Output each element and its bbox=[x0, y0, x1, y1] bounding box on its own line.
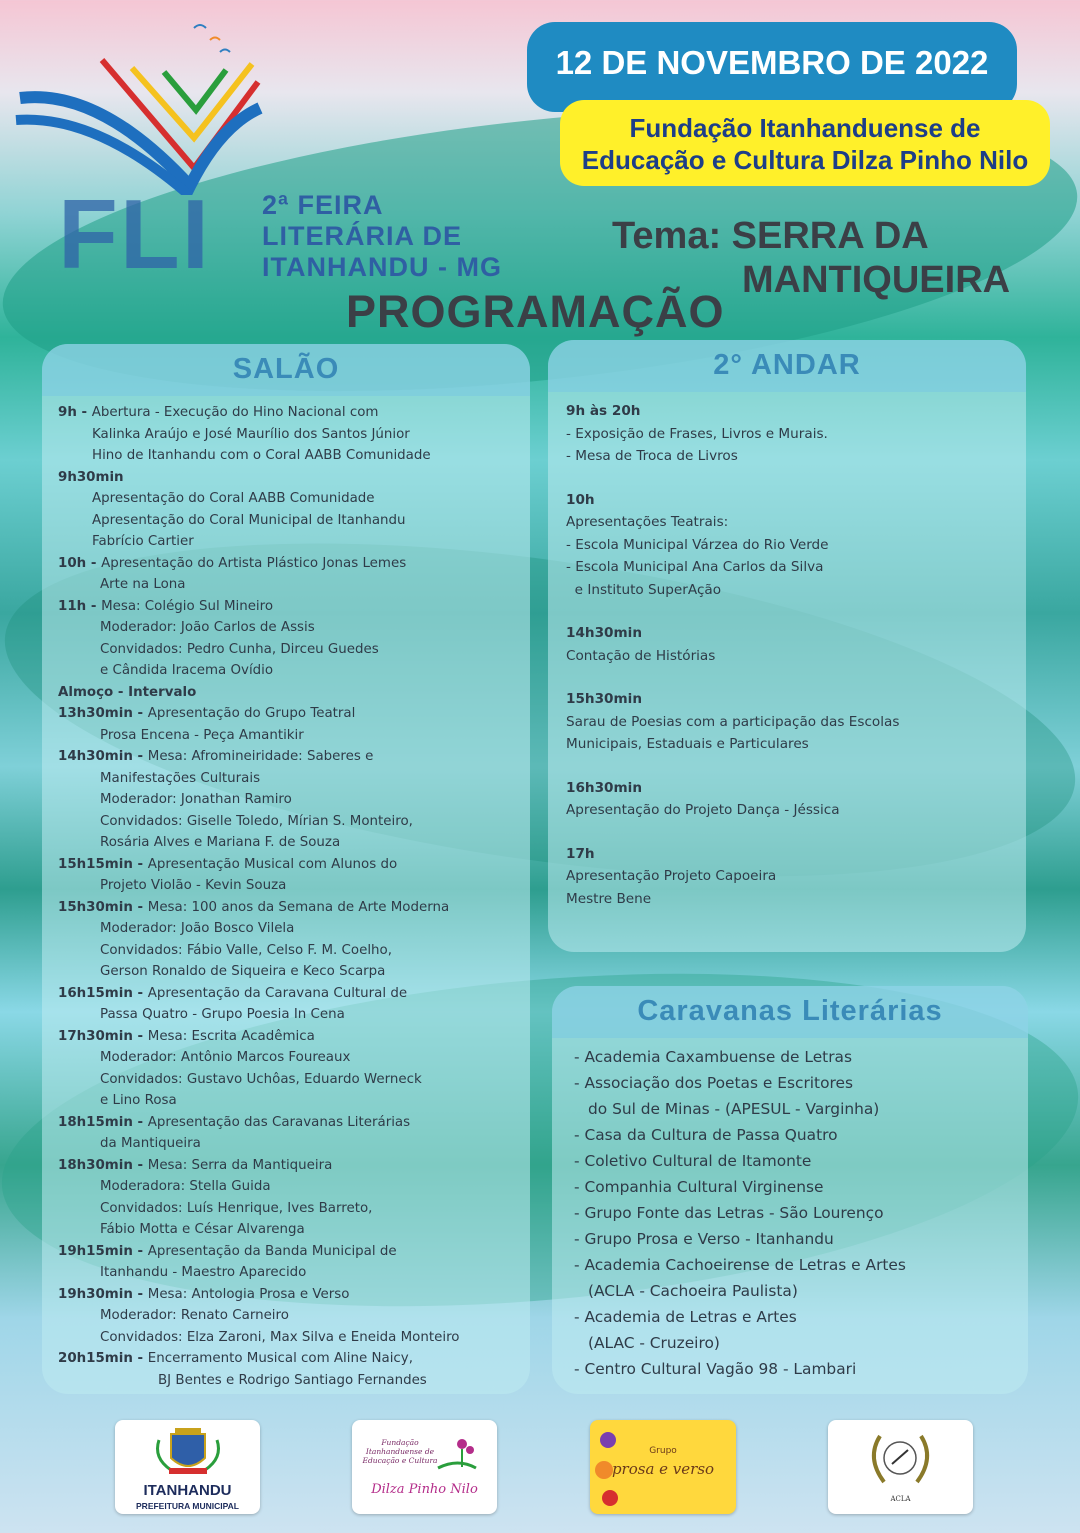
salao-line bbox=[58, 1112, 528, 1134]
salao-line bbox=[58, 596, 528, 618]
event-description: Convidados: Giselle Toledo, Mírian S. Monteiro, bbox=[100, 813, 413, 829]
andar-line: Apresentação Projeto Capoeira bbox=[566, 868, 777, 884]
salao-line bbox=[58, 1262, 528, 1284]
event-time: 14h30min - bbox=[58, 749, 148, 764]
event-description: Passa Quatro - Grupo Poesia In Cena bbox=[100, 1007, 345, 1022]
coat-of-arms-icon bbox=[115, 1420, 260, 1480]
andar-schedule bbox=[566, 400, 1011, 931]
andar-time: 17h bbox=[566, 845, 595, 862]
andar-time: 10h bbox=[566, 491, 595, 508]
acla-logo: ACLA bbox=[828, 1420, 973, 1514]
event-time: 9h - bbox=[58, 405, 92, 420]
event-description: Apresentação do Coral AABB Comunidade bbox=[92, 491, 375, 506]
fli-logo-text: FLI bbox=[58, 179, 211, 289]
salao-line bbox=[58, 639, 528, 661]
andar-panel bbox=[548, 340, 1026, 952]
salao-schedule bbox=[58, 402, 528, 1391]
andar-time: 16h30min bbox=[566, 779, 643, 796]
event-time: 18h15min - bbox=[58, 1114, 148, 1130]
event-description: Mesa: 100 anos da Semana de Arte Moderna bbox=[147, 899, 450, 915]
program-heading: PROGRAMAÇÃO bbox=[346, 286, 725, 337]
salao-line bbox=[58, 1327, 528, 1349]
salao-line bbox=[58, 746, 528, 768]
event-description: Encerramento Musical com Aline Naicy, bbox=[147, 1351, 413, 1366]
salao-line bbox=[58, 424, 528, 446]
event-description: da Mantiqueira bbox=[100, 1136, 201, 1151]
salao-line bbox=[58, 961, 528, 983]
event-time: Almoço - Intervalo bbox=[58, 684, 197, 700]
andar-line: Apresentações Teatrais: bbox=[566, 514, 729, 530]
event-time: 19h15min - bbox=[58, 1243, 148, 1259]
event-description: Apresentação da Caravana Cultural de bbox=[147, 985, 408, 1001]
event-description: Apresentação Musical com Alunos do bbox=[147, 856, 398, 872]
itanhandu-logo: ITANHANDU PREFEITURA MUNICIPAL bbox=[115, 1420, 260, 1514]
event-description: Gerson Ronaldo de Siqueira e Keco Scarpa bbox=[100, 964, 386, 979]
salao-line bbox=[58, 402, 528, 424]
andar-line: - Mesa de Troca de Livros bbox=[566, 448, 738, 464]
salao-line bbox=[58, 1090, 528, 1112]
caravanas-list bbox=[574, 1044, 1019, 1382]
event-description: Moderador: Antônio Marcos Foureaux bbox=[100, 1050, 351, 1065]
andar-block bbox=[566, 622, 1011, 667]
salao-line bbox=[58, 1004, 528, 1026]
salao-line bbox=[58, 1284, 528, 1306]
event-description: Mesa: Escrita Acadêmica bbox=[147, 1028, 315, 1044]
salao-line bbox=[58, 467, 528, 489]
salao-line bbox=[58, 682, 528, 704]
event-description: Projeto Violão - Kevin Souza bbox=[100, 878, 287, 893]
event-description: Apresentação do Coral Municipal de Itanhandu bbox=[92, 512, 406, 528]
event-description: Convidados: Elza Zaroni, Max Silva e Eneida Monteiro bbox=[100, 1329, 460, 1345]
event-description: Moderador: Jonathan Ramiro bbox=[100, 792, 292, 807]
caravana-item: - Companhia Cultural Virginense bbox=[574, 1178, 824, 1196]
andar-block bbox=[566, 400, 1011, 468]
event-description: Mesa: Colégio Sul Mineiro bbox=[101, 598, 274, 614]
andar-time: 15h30min bbox=[566, 691, 643, 707]
caravana-item: - Grupo Prosa e Verso - Itanhandu bbox=[574, 1230, 834, 1248]
feira-title: 2ª FEIRA LITERÁRIA DE ITANHANDU - MG bbox=[262, 190, 502, 282]
salao-line bbox=[58, 832, 528, 854]
caravana-item: - Academia de Letras e Artes bbox=[574, 1308, 797, 1326]
event-time: 10h - bbox=[58, 555, 102, 571]
event-description: Arte na Lona bbox=[100, 577, 186, 592]
caravana-item: - Casa da Cultura de Passa Quatro bbox=[574, 1126, 838, 1144]
caravana-item: - Associação dos Poetas e Escritores bbox=[574, 1074, 853, 1092]
event-time: 13h30min - bbox=[58, 706, 148, 721]
salao-line bbox=[58, 703, 528, 725]
salao-line bbox=[58, 1176, 528, 1198]
caravana-item: - Centro Cultural Vagão 98 - Lambari bbox=[574, 1360, 857, 1378]
salao-line bbox=[58, 918, 528, 940]
salao-line bbox=[58, 1370, 528, 1392]
andar-time: 14h30min bbox=[566, 625, 643, 641]
fli-book-logo bbox=[14, 20, 264, 195]
caravana-item: - Academia Cachoeirense de Letras e Artes bbox=[574, 1256, 906, 1274]
salao-line bbox=[58, 725, 528, 747]
event-description: Kalinka Araújo e José Maurílio dos Santos Júnior bbox=[92, 426, 410, 442]
event-description: e Cândida Iracema Ovídio bbox=[100, 663, 274, 678]
caravana-item: - Academia Caxambuense de Letras bbox=[574, 1048, 852, 1066]
caravana-item: (ACLA - Cachoeira Paulista) bbox=[588, 1282, 798, 1300]
salao-line bbox=[58, 617, 528, 639]
event-time: 16h15min - bbox=[58, 985, 148, 1001]
event-description: Fábio Motta e César Alvarenga bbox=[100, 1222, 305, 1237]
salao-line bbox=[58, 1348, 528, 1370]
event-description: Moderador: Renato Carneiro bbox=[100, 1308, 289, 1323]
event-time: 11h - bbox=[58, 598, 102, 614]
salao-line bbox=[58, 897, 528, 919]
salao-line bbox=[58, 1069, 528, 1091]
grupo-prosa-verso-logo: Grupo prosa e verso bbox=[590, 1420, 736, 1514]
event-description: Manifestações Culturais bbox=[100, 770, 261, 786]
event-description: BJ Bentes e Rodrigo Santiago Fernandes bbox=[158, 1372, 427, 1388]
event-description: Convidados: Gustavo Uchôas, Eduardo Werneck bbox=[100, 1071, 422, 1087]
salao-line bbox=[58, 1305, 528, 1327]
theme-title: Tema: SERRA DA MANTIQUEIRA bbox=[612, 215, 1011, 301]
event-time: 15h30min - bbox=[58, 899, 148, 915]
andar-block bbox=[566, 688, 1011, 756]
salao-title: SALÃO bbox=[42, 344, 530, 396]
andar-time: 9h às 20h bbox=[566, 403, 641, 419]
event-description: Convidados: Fábio Valle, Celso F. M. Coelho, bbox=[100, 942, 392, 958]
event-description: Mesa: Antologia Prosa e Verso bbox=[147, 1286, 350, 1302]
salao-line bbox=[58, 1241, 528, 1263]
event-time: 18h30min - bbox=[58, 1157, 148, 1173]
event-description: Apresentação do Artista Plástico Jonas Lemes bbox=[101, 555, 407, 571]
event-description: Convidados: Pedro Cunha, Dirceu Guedes bbox=[100, 641, 379, 657]
andar-line: - Escola Municipal Ana Carlos da Silva bbox=[566, 559, 824, 575]
salao-line bbox=[58, 445, 528, 467]
caravanas-title: Caravanas Literárias bbox=[552, 986, 1028, 1038]
event-description: Convidados: Luís Henrique, Ives Barreto, bbox=[100, 1200, 373, 1216]
andar-line: Mestre Bene bbox=[566, 890, 652, 907]
date-banner: 12 DE NOVEMBRO DE 2022 bbox=[527, 22, 1017, 112]
event-description: Prosa Encena - Peça Amantikir bbox=[100, 727, 304, 743]
andar-block bbox=[566, 489, 1011, 602]
salao-line bbox=[58, 574, 528, 596]
event-description: Apresentação das Caravanas Literárias bbox=[147, 1114, 411, 1130]
salao-line bbox=[58, 811, 528, 833]
caravana-item: - Coletivo Cultural de Itamonte bbox=[574, 1152, 812, 1170]
andar-line: Municipais, Estaduais e Particulares bbox=[566, 736, 809, 752]
book-flower-icon bbox=[432, 1434, 482, 1478]
event-description: Hino de Itanhandu com o Coral AABB Comunidade bbox=[92, 448, 431, 463]
salao-panel bbox=[42, 344, 530, 1394]
salao-line bbox=[58, 983, 528, 1005]
andar-line: e Instituto SuperAção bbox=[566, 581, 722, 598]
salao-line bbox=[58, 1155, 528, 1177]
salao-line bbox=[58, 940, 528, 962]
event-description: Moderador: João Carlos de Assis bbox=[100, 620, 315, 635]
event-time: 17h30min - bbox=[58, 1028, 148, 1044]
salao-line bbox=[58, 854, 528, 876]
event-description: Apresentação da Banda Municipal de bbox=[147, 1243, 397, 1259]
salao-line bbox=[58, 531, 528, 553]
andar-block bbox=[566, 777, 1011, 822]
andar-line: Apresentação do Projeto Dança - Jéssica bbox=[566, 802, 840, 818]
andar-title: 2° ANDAR bbox=[548, 340, 1026, 392]
event-description: e Lino Rosa bbox=[100, 1093, 177, 1108]
event-description: Apresentação do Grupo Teatral bbox=[147, 706, 356, 721]
event-time: 19h30min - bbox=[58, 1286, 148, 1302]
andar-line: - Escola Municipal Várzea do Rio Verde bbox=[566, 536, 829, 553]
salao-line bbox=[58, 768, 528, 790]
salao-line bbox=[58, 1133, 528, 1155]
salao-line bbox=[58, 1219, 528, 1241]
event-description: Abertura - Execução do Hino Nacional com bbox=[91, 405, 379, 420]
event-description: Moderadora: Stella Guida bbox=[100, 1179, 271, 1194]
event-description: Fabrício Cartier bbox=[92, 534, 194, 549]
salao-line bbox=[58, 553, 528, 575]
foundation-banner: Fundação Itanhanduense de Educação e Cultura Dilza Pinho Nilo bbox=[560, 100, 1050, 186]
caravana-item: - Grupo Fonte das Letras - São Lourenço bbox=[574, 1204, 884, 1222]
caravanas-panel bbox=[552, 986, 1028, 1394]
salao-line bbox=[58, 1047, 528, 1069]
salao-line bbox=[58, 789, 528, 811]
andar-line: - Exposição de Frases, Livros e Murais. bbox=[566, 425, 828, 442]
salao-line bbox=[58, 660, 528, 682]
event-description: Mesa: Afromineiridade: Saberes e bbox=[147, 749, 374, 764]
caravana-item: do Sul de Minas - (APESUL - Varginha) bbox=[588, 1100, 880, 1118]
event-time: 20h15min - bbox=[58, 1351, 148, 1366]
salao-line bbox=[58, 875, 528, 897]
salao-line bbox=[58, 488, 528, 510]
salao-line bbox=[58, 1198, 528, 1220]
fundacao-dilza-logo: Fundação Itanhanduense de Educação e Cultura Dilza Pinho Nilo bbox=[352, 1420, 497, 1514]
andar-line: Sarau de Poesias com a participação das Escolas bbox=[566, 713, 900, 730]
andar-block bbox=[566, 843, 1011, 911]
event-description: Moderador: João Bosco Vilela bbox=[100, 921, 295, 936]
event-description: Itanhandu - Maestro Aparecido bbox=[100, 1265, 307, 1280]
laurel-seal-icon bbox=[828, 1420, 973, 1494]
event-time: 15h15min - bbox=[58, 856, 148, 872]
event-description: Rosária Alves e Mariana F. de Souza bbox=[100, 835, 341, 850]
salao-line bbox=[58, 1026, 528, 1048]
event-time: 9h30min bbox=[58, 469, 124, 485]
event-description: Mesa: Serra da Mantiqueira bbox=[147, 1157, 333, 1173]
andar-line: Contação de Histórias bbox=[566, 647, 716, 664]
salao-line bbox=[58, 510, 528, 532]
caravana-item: (ALAC - Cruzeiro) bbox=[588, 1334, 720, 1352]
